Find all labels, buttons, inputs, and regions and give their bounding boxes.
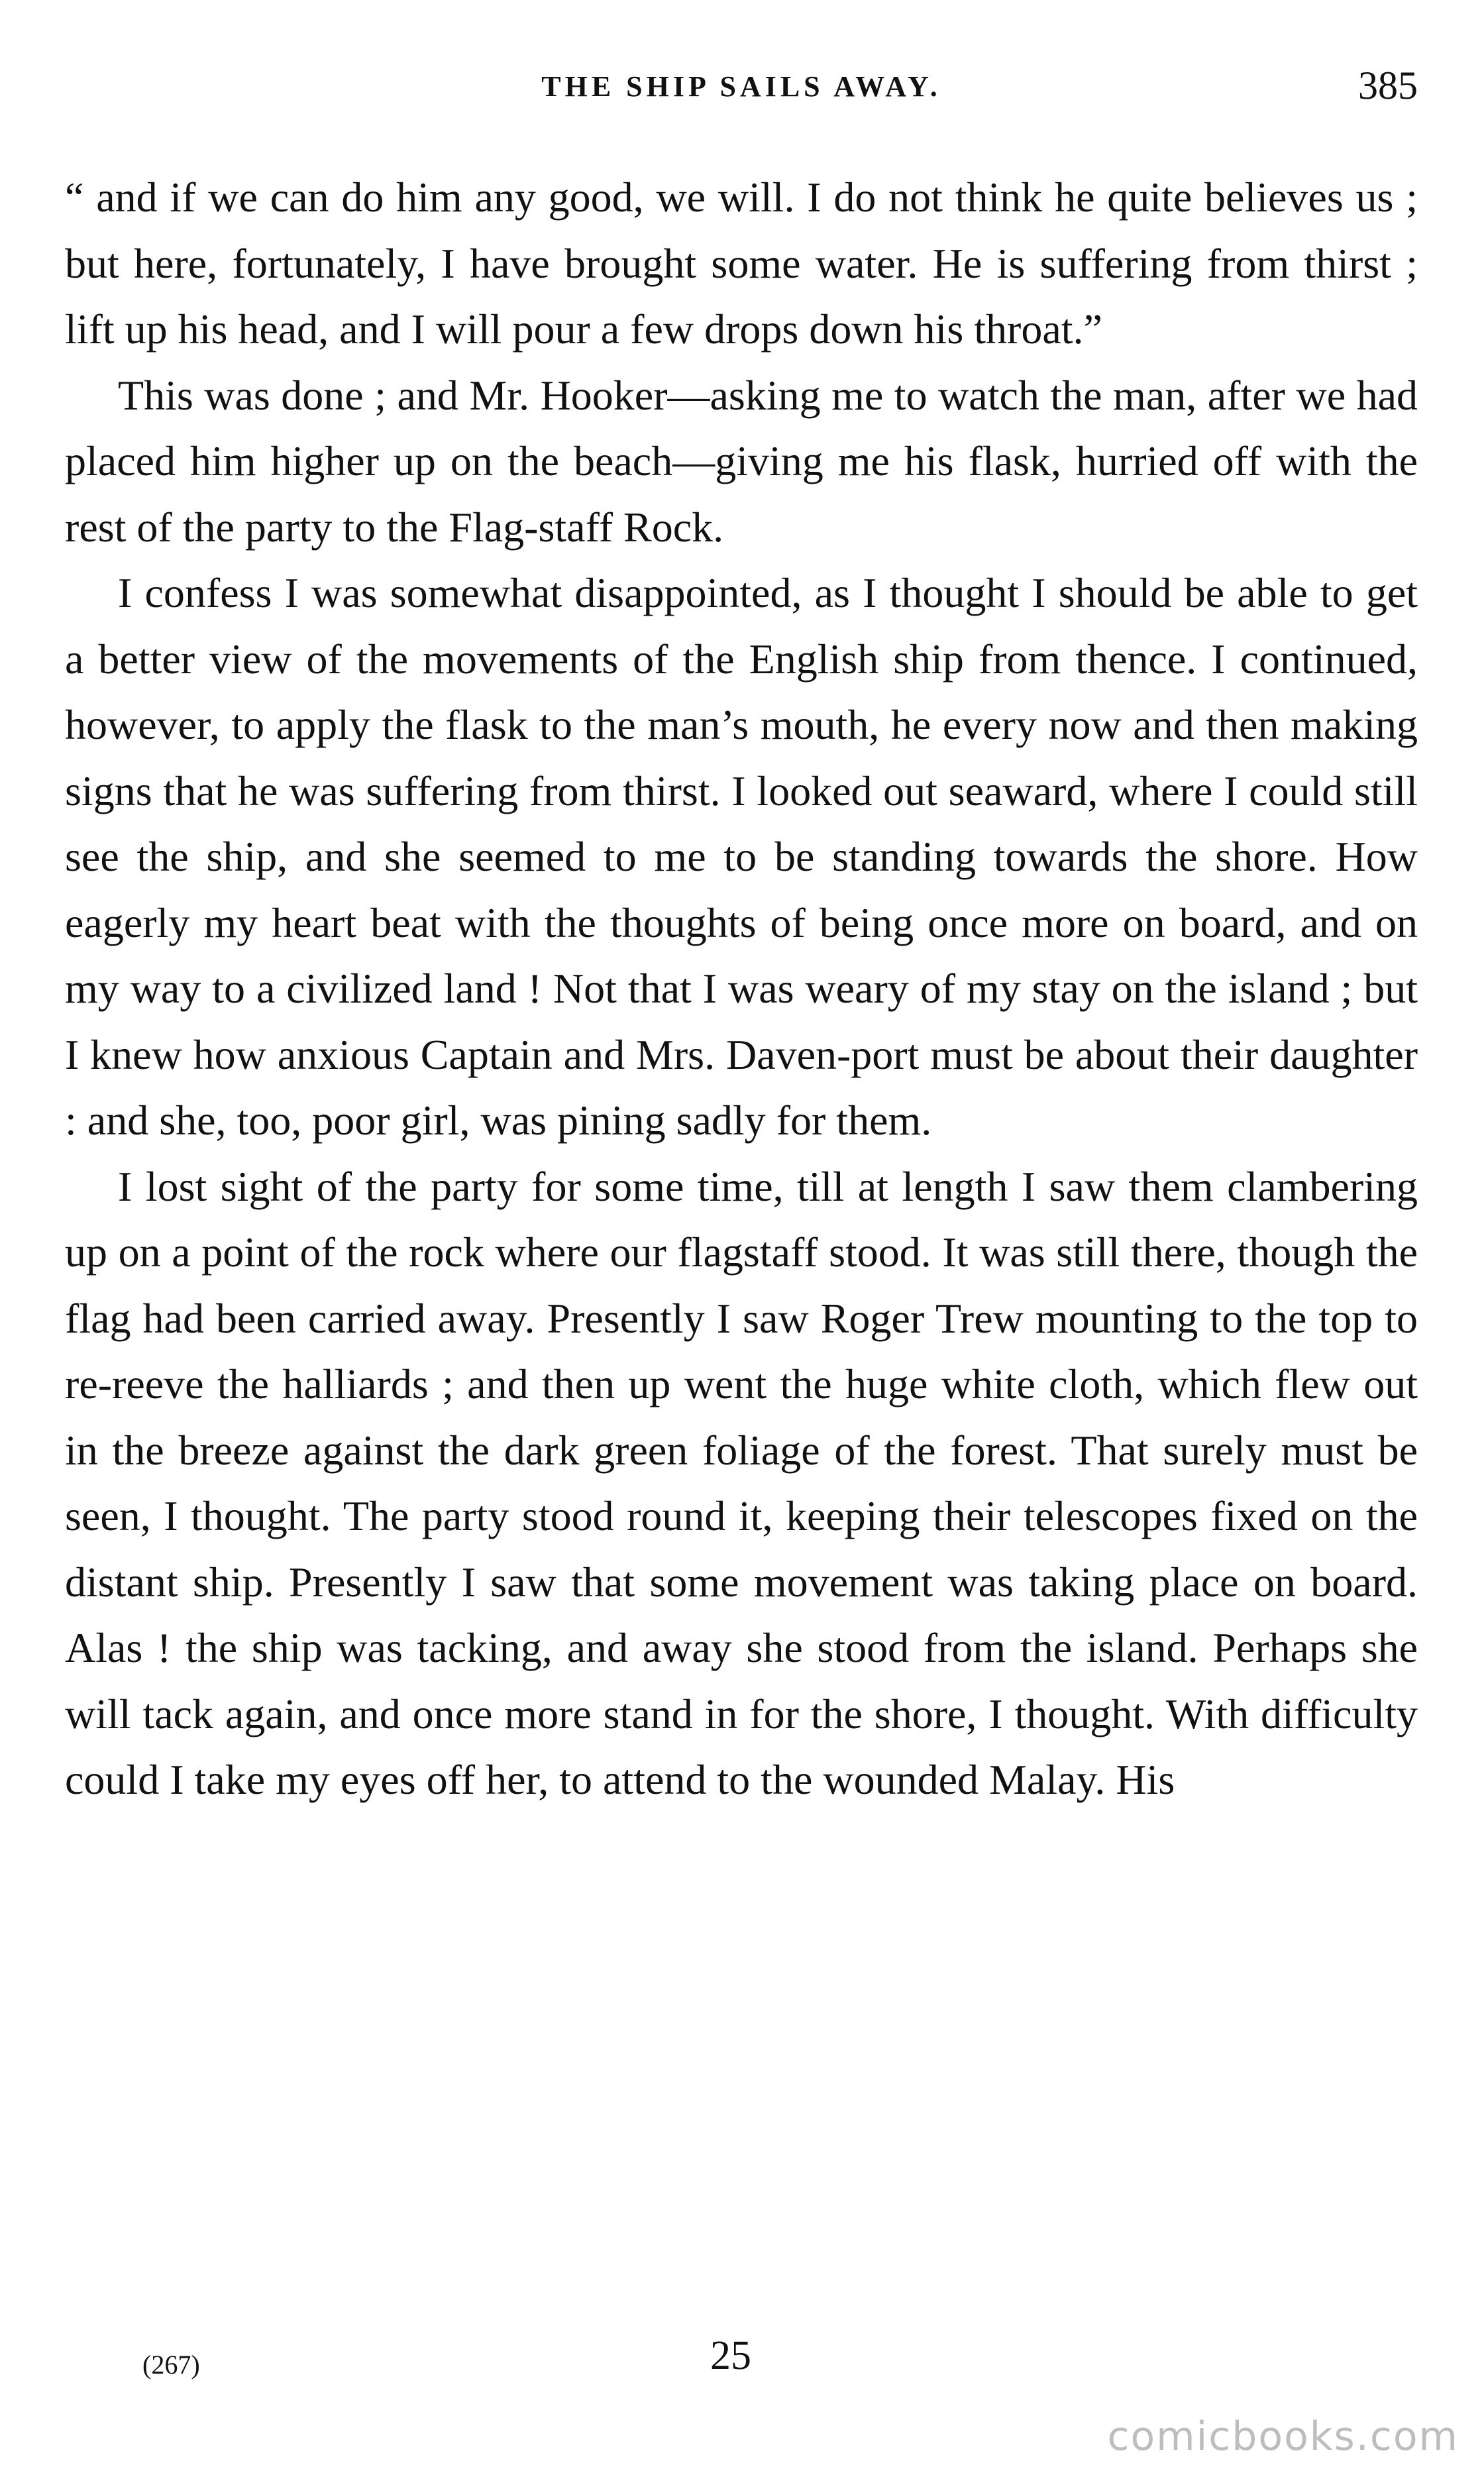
page-header — [65, 63, 1418, 123]
body-text — [65, 164, 1418, 1813]
watermark: comicbooks.com — [1107, 2413, 1459, 2460]
paragraph-1: “ and if we can do him any good, we will. I do not think he quite believes us ; but here, fortunately, I have brought some water. He is suffering from thirst ; lift up his head, and I will pour a few drops down his throat.” — [65, 174, 1418, 353]
sheet-number: 25 — [710, 2333, 751, 2378]
page-number: 385 — [1358, 64, 1418, 107]
paragraph-4: I lost sight of the party for some time, till at length I saw them clambering up on a point of the rock where our flagstaff stood. It was still there, though the flag had been carried away. Presently I saw Roger Trew mounting to the top to re-reeve the halliards ; and then up went the huge white cloth, which flew out in the breeze against the dark green foliage of the forest. That surely must be seen, I thought. The party stood round it, keeping their telescopes fixed on the distant ship. Presently I saw that some movement was taking place on board. Alas ! the ship was tacking, and away she stood from the island. Perhaps she will tack again, and once more stand in for the shore, I thought. With difficulty could I take my eyes off her, to attend to the wounded Malay. His — [65, 1162, 1418, 1803]
running-title: THE SHIP SAILS AWAY. — [541, 70, 941, 103]
signature-mark: (267) — [142, 2350, 200, 2380]
paragraph-2: This was done ; and Mr. Hooker—asking me to watch the man, after we had placed him higher up on the beach—giving me his flask, hurried off with the rest of the party to the Flag-staff Rock. — [65, 371, 1418, 551]
paragraph-3: I confess I was somewhat disappointed, as I thought I should be able to get a better view of the movements of the English ship from thence. I continued, however, to apply the flask to the man’s mouth, he every now and then making signs that he was suffering from thirst. I looked out seaward, where I could still see the ship, and she seemed to me to be standing towards the shore. How eagerly my heart beat with the thoughts of being once more on board, and on my way to a civilized land ! Not that I was weary of my stay on the island ; but I knew how anxious Captain and Mrs. Daven-port must be about their daughter : and she, too, poor girl, was pining sadly for them. — [65, 569, 1418, 1144]
